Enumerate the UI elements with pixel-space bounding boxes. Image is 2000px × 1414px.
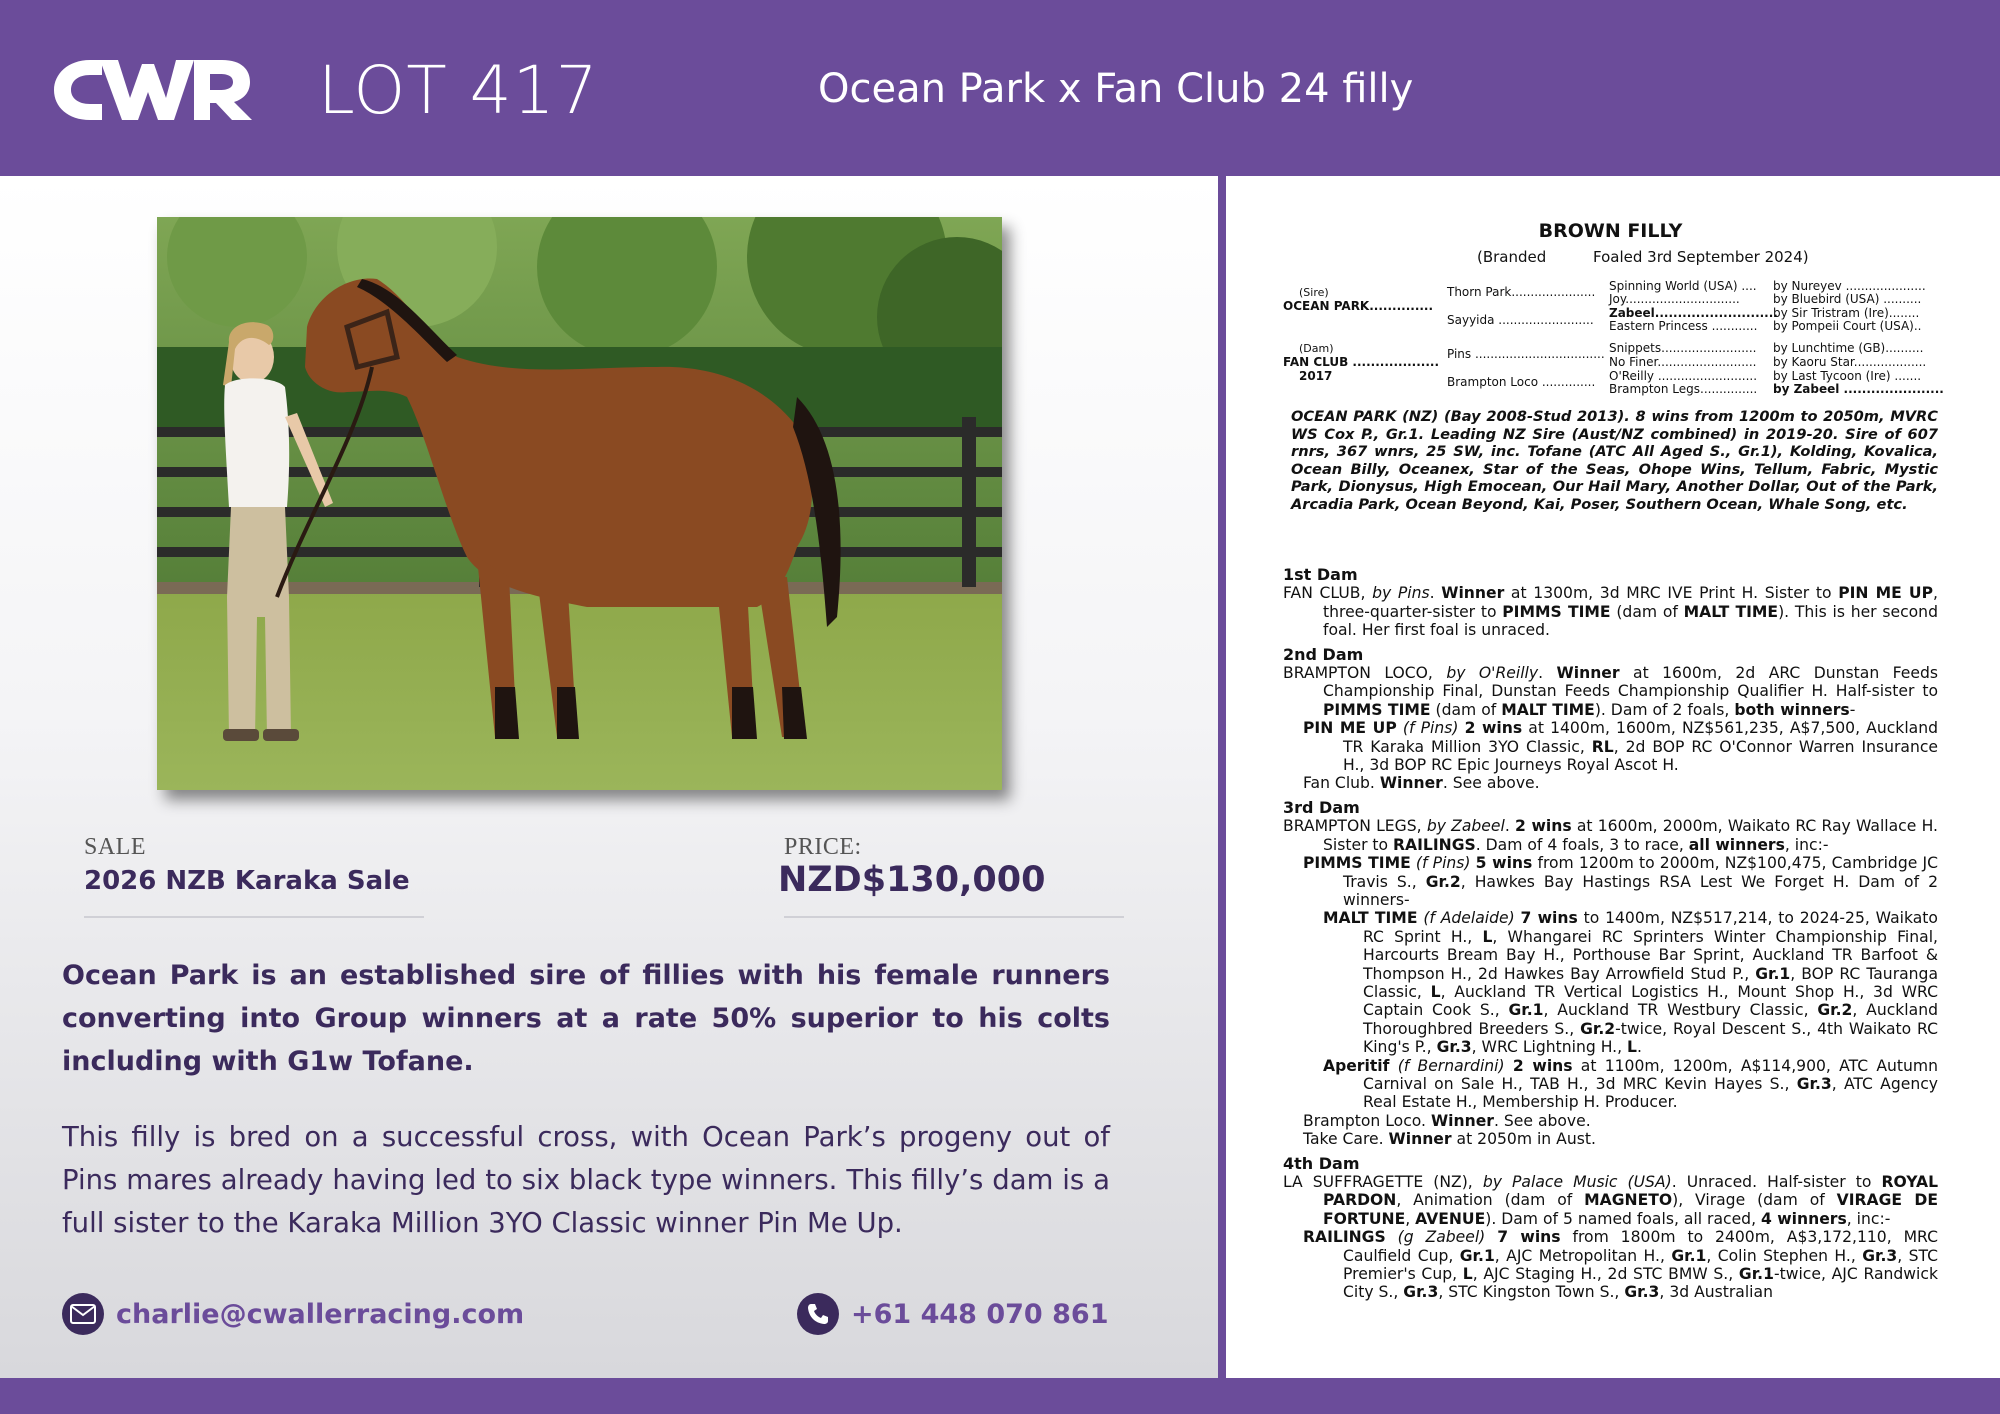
price-value: NZD$130,000	[778, 860, 1046, 900]
first-dam-text: FAN CLUB, by Pins. Winner at 1300m, 3d MRC IVE Print H. Sister to PIN ME UP, three-quarter-sister to PIMMS TIME (dam of MALT TIME). This is her second foal. Her first foal is unraced.	[1283, 584, 1938, 640]
horse-photo	[157, 217, 1002, 790]
fourth-dam-progeny-1: RAILINGS (g Zabeel) 7 wins from 1800m to 2400m, A$3,172,110, MRC Caulfield Cup, Gr.1, AJC Metropolitan H., Gr.1, Colin Stephen H., Gr.3, STC Premier's Cup, L, AJC Staging H., 2d STC BMW S., Gr.1-twice, AJC Randwick City S., Gr.3, STC Kingston Town S., Gr.3, 3d Australian	[1303, 1228, 1938, 1302]
gen3-3: Zabeel...........................	[1609, 306, 1778, 320]
dam-lines	[1283, 560, 1938, 1302]
gen2-4: Brampton Loco ..............	[1447, 375, 1596, 389]
gen4-7: by Last Tycoon (Ire) .......	[1773, 369, 1922, 383]
dam-name: FAN CLUB ...................	[1283, 355, 1440, 369]
pedigree-title: BROWN FILLY	[1538, 220, 1683, 242]
email-contact[interactable]	[62, 1292, 524, 1336]
sire-summary: OCEAN PARK (NZ) (Bay 2008-Stud 2013). 8 wins from 1200m to 2050m, MVRC WS Cox P., Gr.1. Leading NZ Sire (Aust/NZ combined) in 2019-20. Sire of 607 rnrs, 367 wnrs, 25 SW, inc. Tofane (ATC All Aged S., Gr.1), Kolding, Kovalica, Ocean Billy, Oceanex, Star of the Seas, Ohope Wins, Tellum, Fabric, Mystic Park, Dionysus, High Emocean, Our Hail Mary, Another Dollar, Out of the Park, Arcadia Park, Ocean Beyond, Kai, Poser, Southern Ocean, Whale Song, etc.	[1291, 408, 1938, 513]
lot-number: LOT 417	[318, 52, 599, 129]
gen3-8: Brampton Legs...............	[1609, 382, 1758, 396]
third-dam-progeny-2: MALT TIME (f Adelaide) 7 wins to 1400m, NZ$517,214, to 2024-25, Waikato RC Sprint H., L, Whangarei RC Sprinters Winter Championship Final, Harcourts Bream Bay H., Porthouse Bar Sprint, Auckland TR Barfoot & Thompson H., 2d Hawkes Bay Arrowfield Stud P., Gr.1, BOP RC Tauranga Classic, L, Auckland TR Vertical Logistics H., Mount Shop H., 3d WRC Captain Cook S., Gr.1, Auckland TR Westbury Classic, Gr.2, Auckland Thoroughbred Breeders S., Gr.2-twice, Royal Descent S., 4th Waikato RC King's P., Gr.3, WRC Lightning H., L.	[1323, 909, 1938, 1057]
sale-rule	[84, 916, 424, 918]
price-rule	[784, 916, 1124, 918]
branded-note: (Branded	[1477, 248, 1547, 266]
foaled-note: Foaled 3rd September 2024)	[1593, 248, 1809, 266]
lead-paragraph: Ocean Park is an established sire of fillies with his female runners converting into Group winners at a rate 50% superior to his colts including with G1w Tofane.	[62, 960, 1110, 1077]
dam-role: (Dam)	[1299, 342, 1334, 355]
gen2-3: Pins ..................................	[1447, 347, 1605, 361]
phone-contact[interactable]	[797, 1292, 1108, 1336]
panel-divider	[1218, 176, 1226, 1378]
price-label: PRICE:	[784, 834, 862, 860]
sire-name: OCEAN PARK..............	[1283, 299, 1434, 313]
email-link[interactable]: charlie@cwallerracing.com	[116, 1298, 525, 1330]
third-dam-progeny-4: Brampton Loco. Winner. See above.	[1303, 1111, 1591, 1130]
body-paragraph: This filly is bred on a successful cross, with Ocean Park’s progeny out of Pins mares already having led to six black type winners. This filly’s dam is a full sister to the Karaka Million 3YO Classic winner Pin Me Up.	[62, 1121, 1110, 1239]
third-dam-heading: 3rd Dam	[1283, 797, 1360, 817]
dam-year: 2017	[1299, 369, 1333, 383]
sale-label: SALE	[84, 834, 146, 860]
second-dam-progeny-2: Fan Club. Winner. See above.	[1303, 774, 1540, 793]
footer-bar	[0, 1378, 2000, 1414]
gen4-6: by Kaoru Star...................	[1773, 355, 1927, 369]
gen3-1: Spinning World (USA) ....	[1609, 279, 1757, 293]
envelope-icon	[62, 1293, 104, 1335]
second-dam-progeny-1: PIN ME UP (f Pins) 2 wins at 1400m, 1600m, NZ$561,235, A$7,500, Auckland TR Karaka Million 3YO Classic, RL, 2d BOP RC O'Connor Warren Insurance H., 3d BOP RC Epic Journeys Royal Ascot H.	[1303, 719, 1938, 775]
gen4-8: by Zabeel ......................	[1773, 382, 1944, 396]
third-dam-text: BRAMPTON LEGS, by Zabeel. 2 wins at 1600m, 2000m, Waikato RC Ray Wallace H. Sister to RAILINGS. Dam of 4 foals, 3 to race, all winners, inc:-	[1283, 817, 1938, 854]
cwr-logo	[50, 52, 256, 126]
phone-link[interactable]: +61 448 070 861	[851, 1298, 1109, 1330]
gen4-2: by Bluebird (USA) ..........	[1773, 292, 1922, 306]
gen2-1: Thorn Park......................	[1447, 285, 1596, 299]
sale-value: 2026 NZB Karaka Sale	[84, 866, 410, 896]
gen4-4: by Pompeii Court (USA)..	[1773, 319, 1922, 333]
header	[0, 0, 2000, 176]
third-dam-progeny-1: PIMMS TIME (f Pins) 5 wins from 1200m to 2000m, NZ$100,475, Cambridge JC Travis S., Gr.2, Hawkes Bay Hastings RSA Lest We Forget H. Dam of 2 winners-	[1303, 854, 1938, 909]
fourth-dam-text: LA SUFFRAGETTE (NZ), by Palace Music (USA). Unraced. Half-sister to ROYAL PARDON, Animation (dam of MAGNETO), Virage (dam of VIRAGE DE FORTUNE, AVENUE). Dam of 5 named foals, all raced, 4 winners, inc:-	[1283, 1173, 1939, 1228]
gen4-1: by Nureyev .....................	[1773, 279, 1926, 293]
gen3-2: Joy..............................	[1609, 292, 1740, 306]
third-dam-progeny-5: Take Care. Winner at 2050m in Aust.	[1303, 1130, 1596, 1149]
first-dam-heading: 1st Dam	[1283, 565, 1358, 584]
gen3-6: No Finer..........................	[1609, 355, 1757, 369]
second-dam-heading: 2nd Dam	[1283, 644, 1364, 664]
phone-icon	[797, 1293, 839, 1335]
gen3-7: O'Reilly ..........................	[1609, 369, 1758, 383]
fourth-dam-heading: 4th Dam	[1283, 1153, 1360, 1173]
third-dam-progeny-3: Aperitif (f Bernardini) 2 wins at 1100m, 1200m, A$114,900, ATC Autumn Carnival on Sale H., TAB H., 3d MRC Kevin Hayes S., Gr.3, ATC Agency Real Estate H., Membership H. Producer.	[1323, 1056, 1939, 1112]
sire-role: (Sire)	[1299, 286, 1329, 299]
second-dam-text: BRAMPTON LOCO, by O'Reilly. Winner at 1600m, 2d ARC Dunstan Feeds Championship Final, Dunstan Feeds Championship Qualifier H. Half-sister to PIMMS TIME (dam of MALT TIME). Dam of 2 foals, both winners-	[1283, 664, 1938, 719]
gen4-5: by Lunchtime (GB)..........	[1773, 341, 1924, 355]
gen4-3: by Sir Tristram (Ire)........	[1773, 306, 1920, 320]
gen3-5: Snippets.........................	[1609, 341, 1757, 355]
gen3-4: Eastern Princess ............	[1609, 319, 1758, 333]
lot-title: Ocean Park x Fan Club 24 filly	[818, 66, 1414, 112]
gen2-2: Sayyida .........................	[1447, 313, 1594, 327]
